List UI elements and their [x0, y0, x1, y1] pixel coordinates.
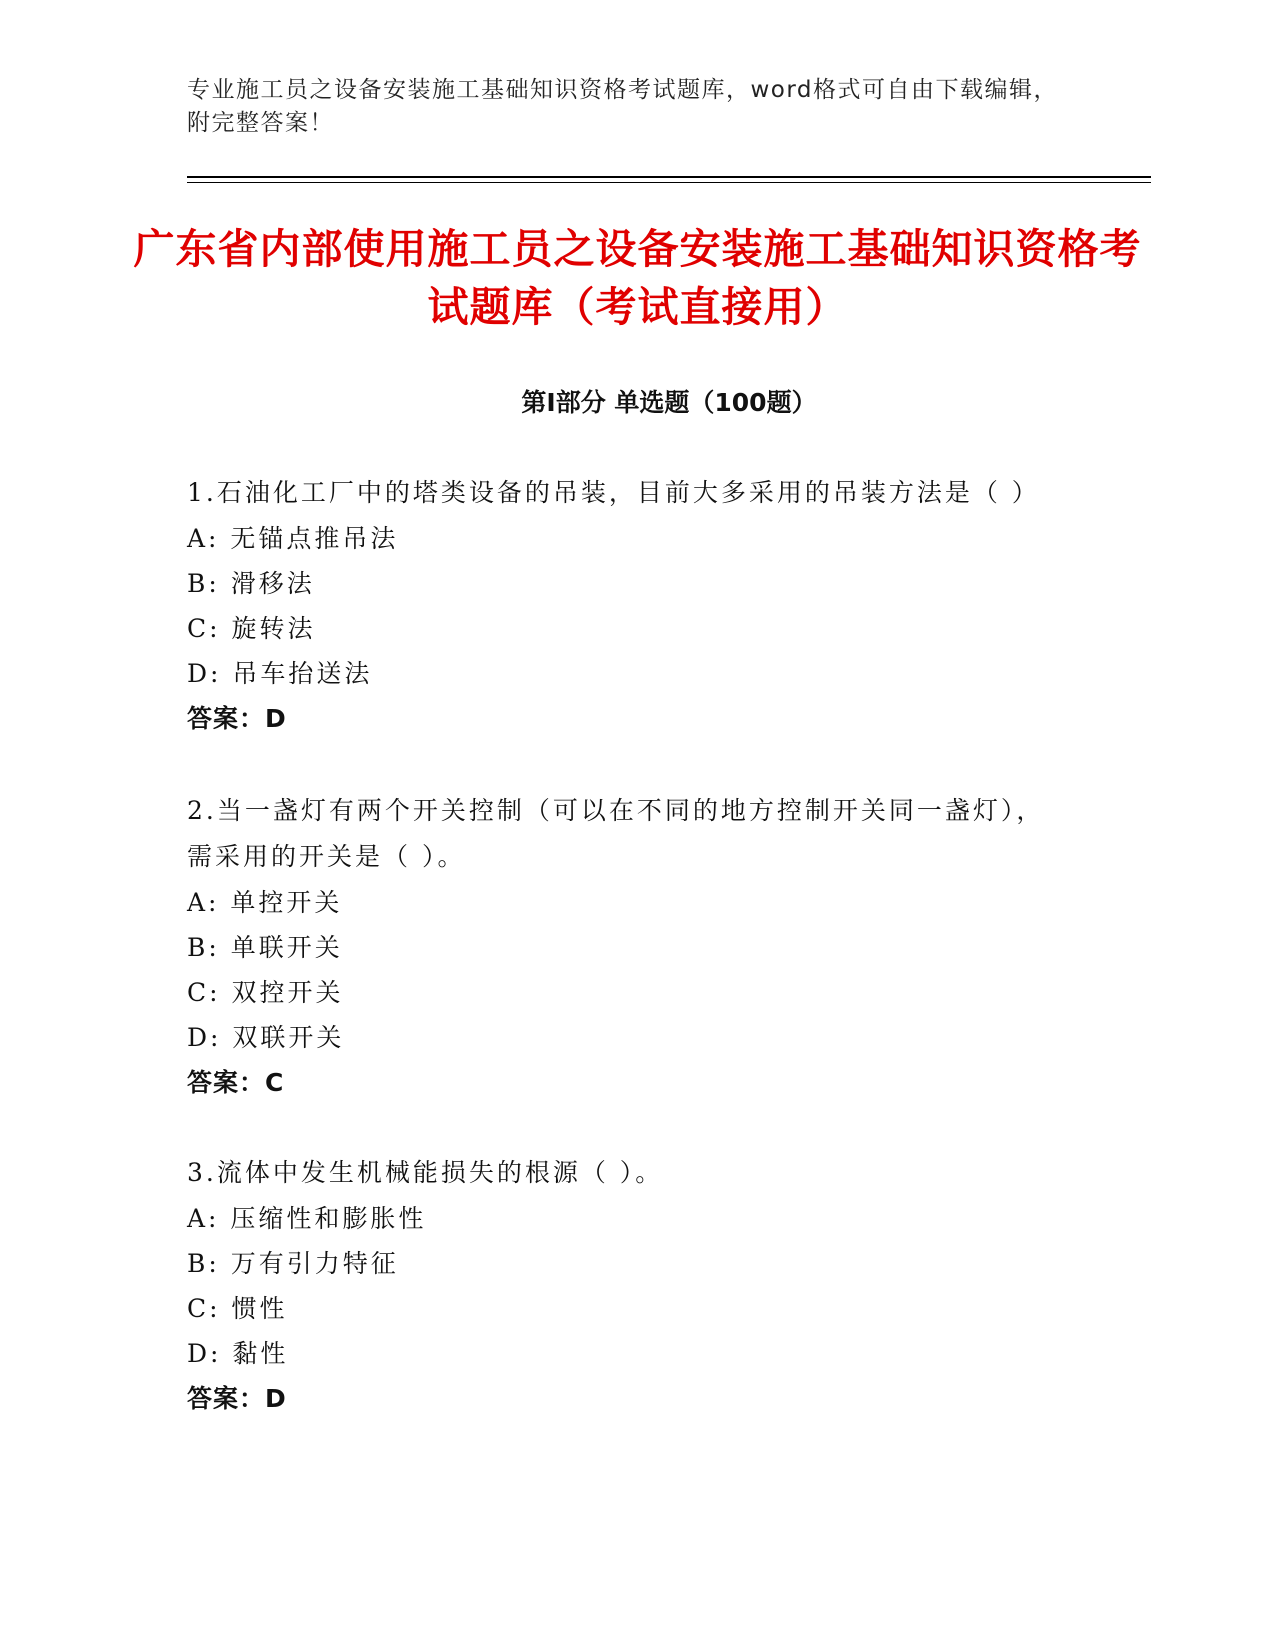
answer: 答案：D	[187, 1384, 287, 1413]
option-b: B: 滑移法	[187, 569, 315, 598]
option-b: B: 单联开关	[187, 933, 343, 962]
question-2	[187, 788, 1067, 1106]
option-d: D: 双联开关	[187, 1023, 345, 1052]
option-c: C: 旋转法	[187, 614, 316, 643]
option-d: D: 吊车抬送法	[187, 659, 373, 688]
header-divider-thick	[187, 176, 1151, 178]
answer: 答案：C	[187, 1068, 285, 1097]
section-title: 第Ⅰ部分 单选题（100题）	[521, 388, 817, 417]
document-title: 广东省内部使用施工员之设备安装施工基础知识资格考试题库（考试直接用）	[133, 225, 1142, 331]
answer: 答案：D	[187, 704, 287, 733]
option-a: A: 单控开关	[187, 888, 343, 917]
option-a: A: 无锚点推吊法	[187, 524, 399, 553]
option-d: D: 黏性	[187, 1339, 289, 1368]
header-note: 专业施工员之设备安装施工基础知识资格考试题库，word格式可自由下载编辑，附完整答案！	[187, 77, 1059, 136]
question-stem: 1.石油化工厂中的塔类设备的吊装，目前大多采用的吊装方法是（ ）	[187, 478, 1040, 507]
option-c: C: 惯性	[187, 1294, 288, 1323]
header-divider-thin	[187, 182, 1151, 183]
question-stem: 3.流体中发生机械能损失的根源（ ）。	[187, 1158, 664, 1187]
question-stem: 2.当一盏灯有两个开关控制（可以在不同的地方控制开关同一盏灯），需采用的开关是（ ）。	[187, 796, 1045, 871]
question-3	[187, 1150, 1067, 1422]
option-a: A: 压缩性和膨胀性	[187, 1204, 427, 1233]
option-b: B: 万有引力特征	[187, 1249, 399, 1278]
option-c: C: 双控开关	[187, 978, 344, 1007]
question-1	[187, 470, 1067, 742]
